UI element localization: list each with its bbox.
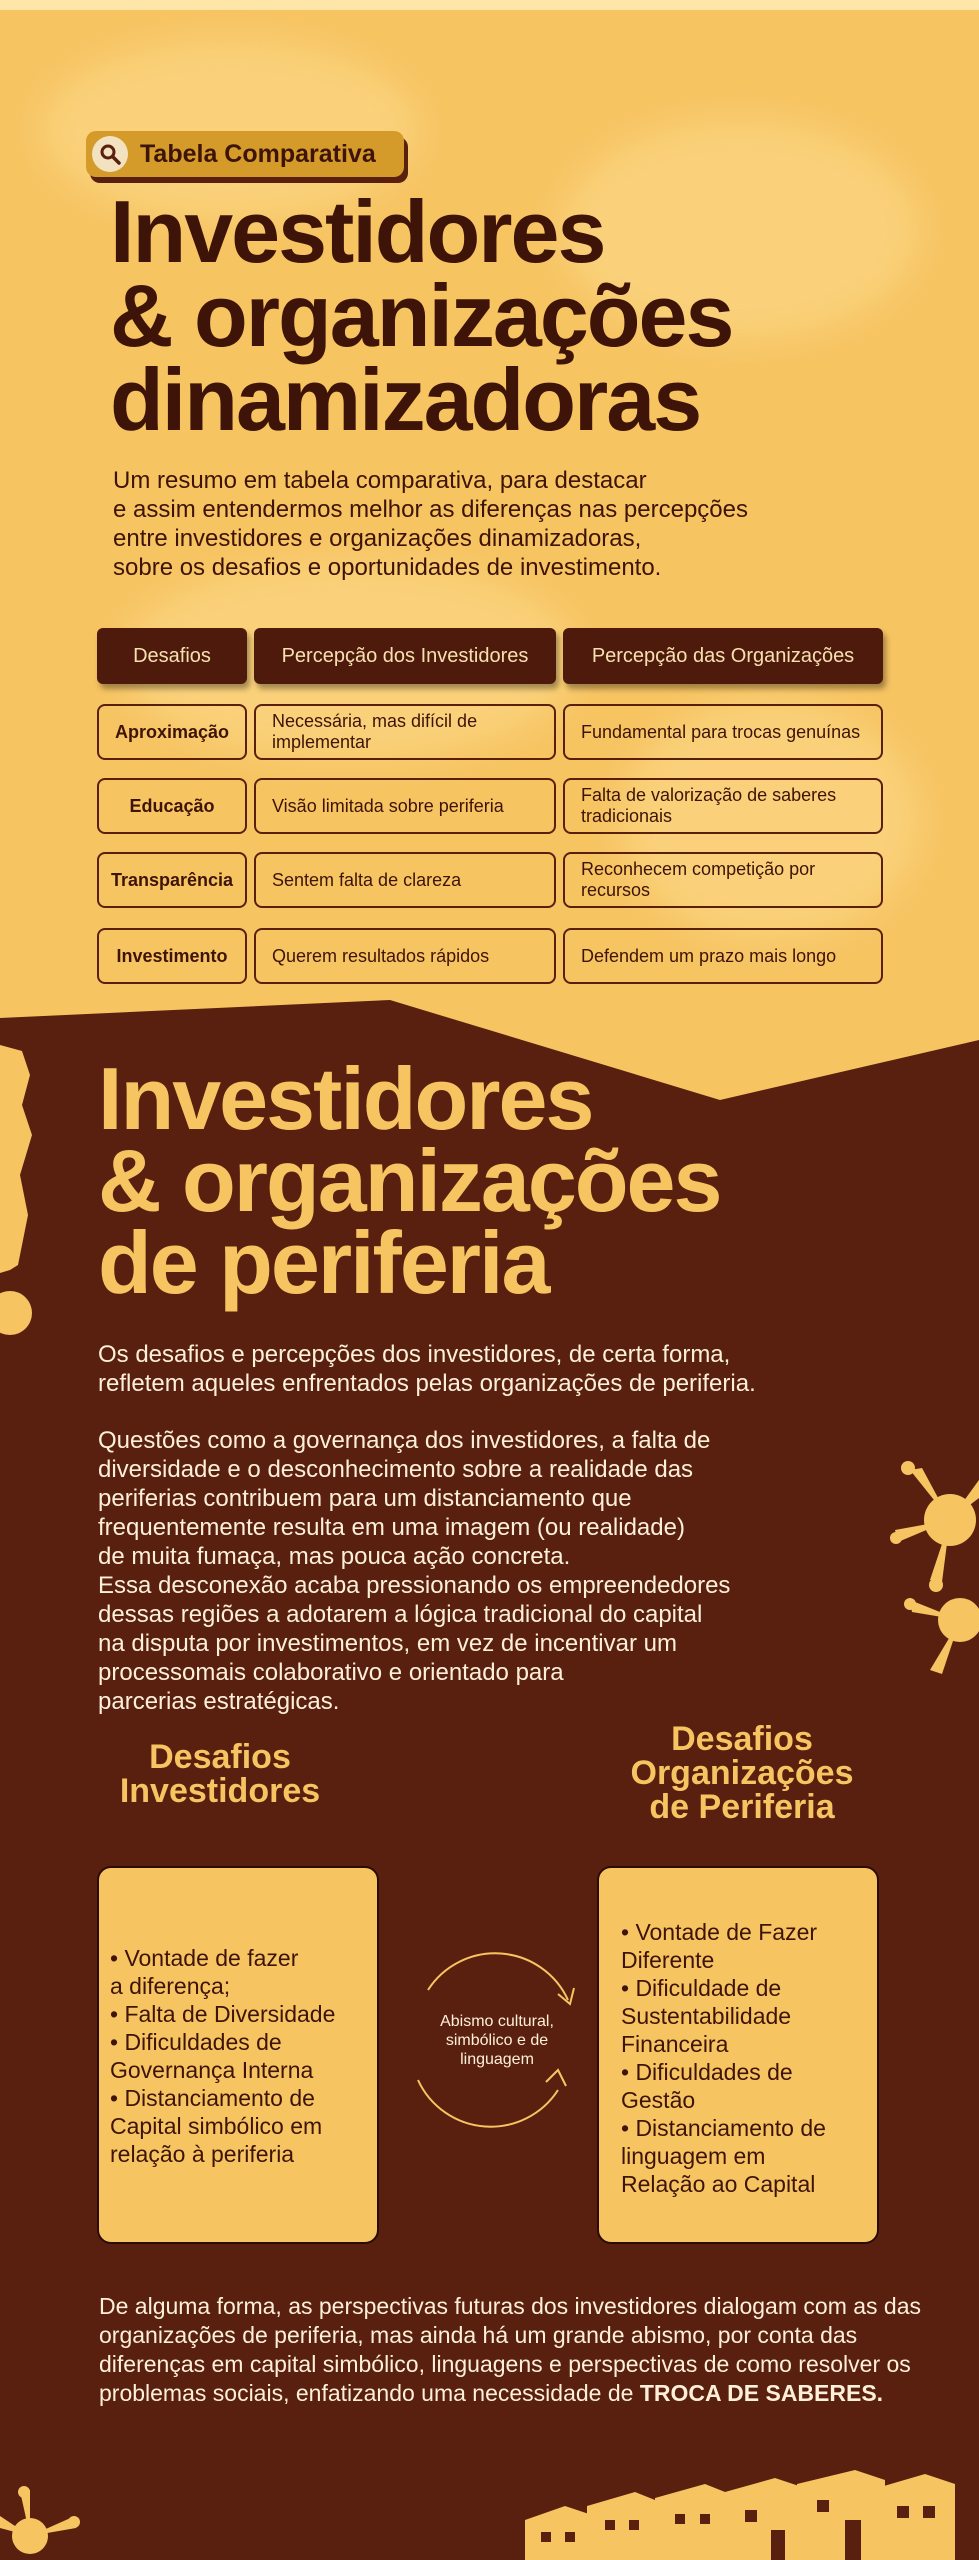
challenge-line: Financeira [621,2031,729,2057]
challenge-line: • Dificuldade de [621,1975,782,2001]
title-line: dinamizadoras [110,350,701,449]
challenge-line: Sustentabilidade [621,2003,792,2029]
totem-decoration-icon [0,1045,34,1345]
subtitle-line: Desafios [671,1720,813,1758]
challenge-line: • Dificuldades de [110,2029,282,2055]
section-badge [86,131,404,177]
subtitle-line: Investidores [119,1772,321,1810]
table-cell-organizacoes: Defendem um prazo mais longo [563,928,883,984]
title-line: Investidores [98,1049,593,1148]
subtitle-line: de Periferia [649,1788,835,1826]
challenge-line: • Dificuldades de [621,2059,793,2085]
section-paragraph: Questões como a governança dos investidores, a falta de diversidade e o desconhecimento sobre a realidade das periferias contribuem para um distanciamento que frequentemente resulta em uma imagem (ou realidade) de muita fumaça, mas pouca ação concreta. Essa desconexão acaba pressionando os empreendedores dessas regiões a adotarem a lógica tradicional do capital na disputa por investimentos, em vez de incentivar um processomais colaborativo e orientado para parcerias estratégicas. [98,1427,731,1715]
challenge-line: Relação ao Capital [621,2171,816,2197]
table-cell-investidores: Visão limitada sobre periferia [254,778,556,834]
challenge-line: • Vontade de Fazer [621,1919,818,1945]
desafios-investidores-title [70,1740,370,1808]
challenge-line: a diferença; [110,1973,231,1999]
splash-decoration-icon [890,1450,979,1680]
title-line: & organizações [98,1131,721,1230]
challenge-line: linguagem em [621,2143,766,2169]
table-header-desafios: Desafios [97,628,247,684]
houses-illustration-icon [525,2470,979,2560]
page-title [110,182,733,449]
table-cell-investidores: Querem resultados rápidos [254,928,556,984]
challenge-line: Diferente [621,1947,715,1973]
table-header-organizacoes: Percepção das Organizações [563,628,883,684]
investidores-challenges-box [97,1866,379,2244]
splash-decoration-icon [0,2486,80,2560]
challenge-line: Capital simbólico em [110,2113,323,2139]
table-row-key: Educação [97,778,247,834]
table-cell-organizacoes: Reconhecem competição por recursos [563,852,883,908]
challenge-line: • Distanciamento de [110,2085,315,2111]
middle-label: Abismo cultural, simbólico e de linguagem [440,2013,554,2068]
table-header-investidores: Percepção dos Investidores [254,628,556,684]
table-row-key: Transparência [97,852,247,908]
challenge-line: Governança Interna [110,2057,314,2083]
table-cell-organizacoes: Fundamental para trocas genuínas [563,704,883,760]
badge-label: Tabela Comparativa [140,139,376,168]
section-paragraph: Os desafios e percepções dos investidores, de certa forma, refletem aqueles enfrentados pelas organizações de periferia. [98,1341,756,1397]
challenge-line: • Vontade de fazer [110,1945,299,1971]
title-line: Investidores [110,182,605,281]
subtitle-line: Desafios [149,1738,291,1776]
intro-paragraph: Um resumo em tabela comparativa, para destacar e assim entendermos melhor as diferenças nas percepções entre investidores e organizações dinamizadoras, sobre os desafios e oportunidades de investimento. [113,467,748,581]
challenge-line: Gestão [621,2087,696,2113]
search-icon [92,136,128,172]
desafios-organizacoes-title [587,1722,897,1824]
table-cell-organizacoes: Falta de valorização de saberes tradicionais [563,778,883,834]
organizacoes-challenges-box [597,1866,879,2244]
table-row-key: Investimento [97,928,247,984]
table-cell-investidores: Necessária, mas difícil de implementar [254,704,556,760]
challenge-line: • Distanciamento de [621,2115,826,2141]
table-row-key: Aproximação [97,704,247,760]
title-line: de periferia [98,1213,549,1312]
closing-paragraph [99,2292,959,2408]
subtitle-line: Organizações [630,1754,854,1792]
closing-highlight: TROCA DE SABERES. [639,2380,884,2406]
challenge-line: • Falta de Diversidade [110,2001,336,2027]
section-title [98,1049,721,1312]
challenge-line: relação à periferia [110,2141,295,2167]
closing-text: De alguma forma, as perspectivas futuras dos investidores dialogam com as das organizações de periferia, mas ainda há um grande abismo, por conta das diferenças em capital simbólico, linguagens e perspectivas de como resolver os problemas sociais, enfatizando uma necessidade de [99,2293,922,2406]
table-cell-investidores: Sentem falta de clareza [254,852,556,908]
title-line: & organizações [110,266,733,365]
